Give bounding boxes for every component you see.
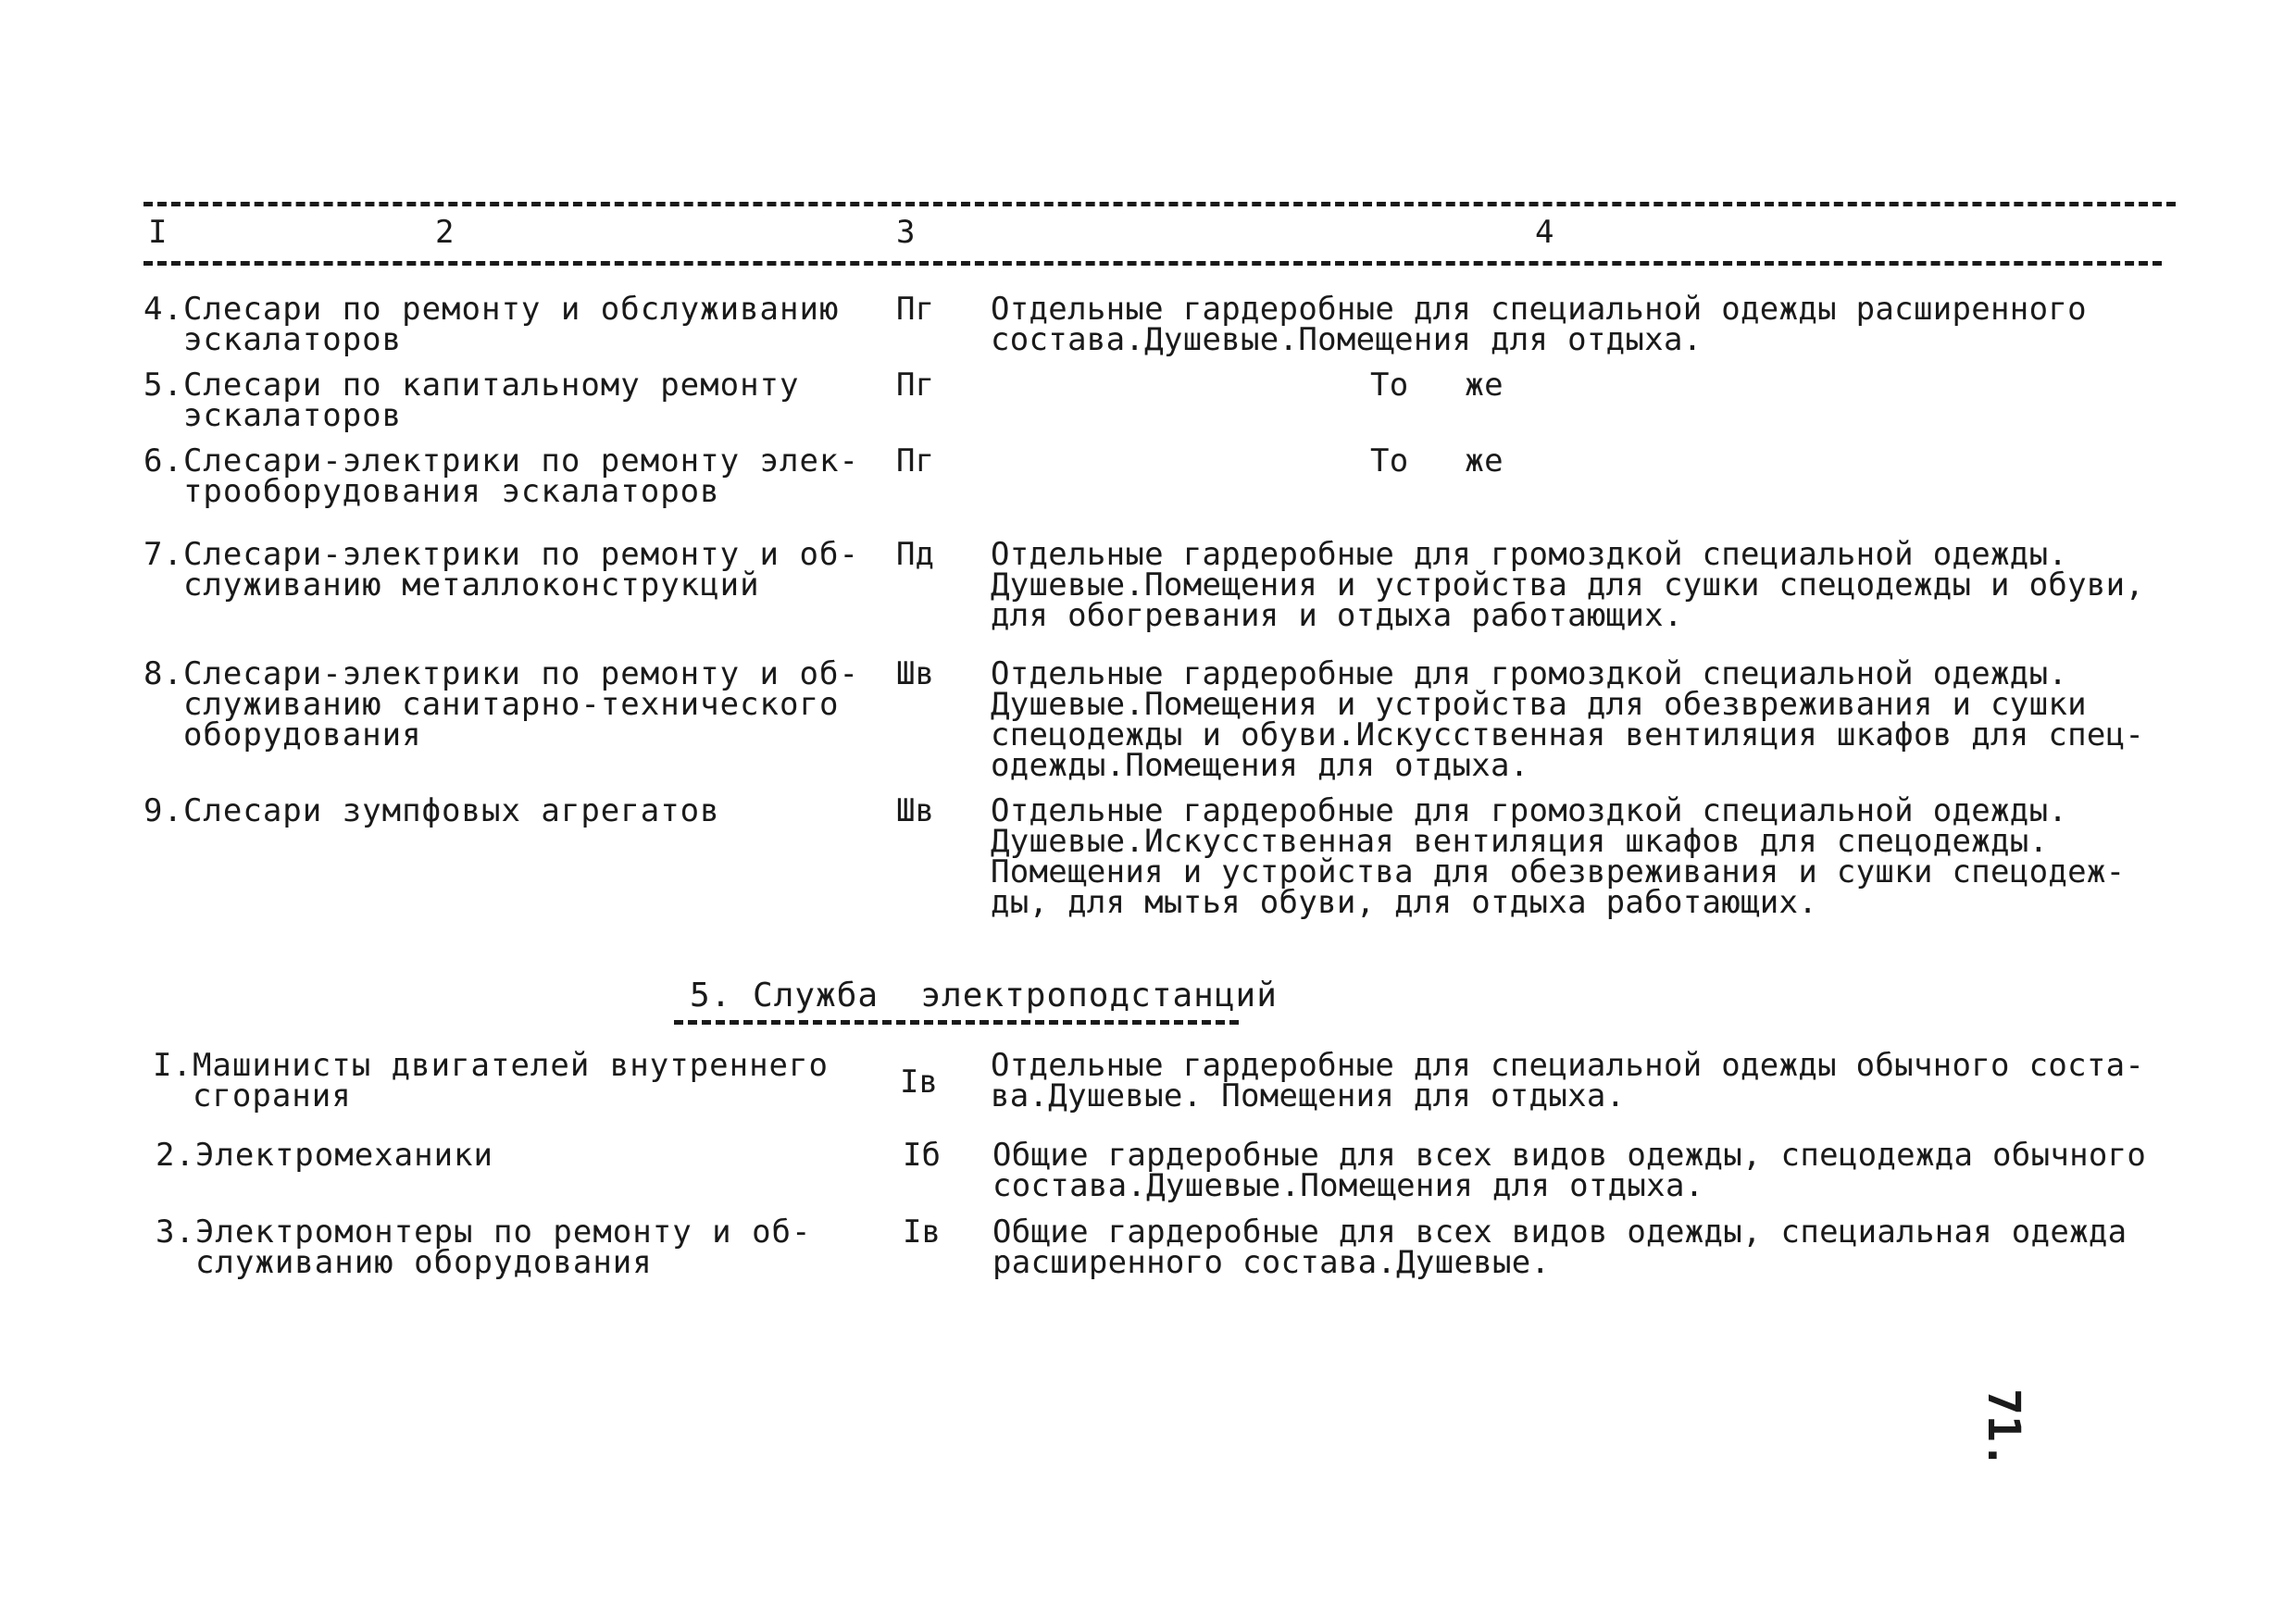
- facilities-cell: Общие гардеробные для всех видов одежды, специальная одежда расширенного состава.Душевые.: [992, 1214, 2128, 1281]
- profession-cell: 2.Электромеханики: [156, 1137, 493, 1174]
- header-col4: 4: [1535, 214, 1554, 251]
- group-cell: Шв: [896, 792, 934, 829]
- profession-cell: 5.Слесари по капитальному ремонту эскалаторов: [144, 367, 800, 434]
- profession-cell: 7.Слесари-электрики по ремонту и об- служиванию металлоконструкций: [144, 536, 859, 604]
- facilities-cell: Отдельные гардеробные для специальной одежды обычного соста- ва.Душевые. Помещения для отдыха.: [991, 1047, 2145, 1114]
- facilities-cell: Отдельные гардеробные для специальной одежды расширенного состава.Душевые.Помещения для отдыха.: [991, 291, 2087, 358]
- profession-cell: 8.Слесари-электрики по ремонту и об- служиванию санитарно-технического оборудования: [144, 655, 859, 753]
- section-title-underline: [674, 1020, 1239, 1025]
- section-title: 5. Служба электроподстанций: [690, 977, 1278, 1014]
- header-col2: 2: [435, 214, 455, 251]
- facilities-cell: Отдельные гардеробные для громоздкой специальной одежды. Душевые.Искусственная вентиляция шкафов для спецодежды. Помещения и устройства для обезвреживания и сушки спецодеж- ды, для мытья обуви, для отдыха работающих.: [991, 792, 2126, 921]
- profession-cell: I.Машинисты двигателей внутреннего сгорания: [153, 1047, 829, 1114]
- facilities-cell: Общие гардеробные для всех видов одежды, спецодежда обычного состава.Душевые.Помещения для отдыха.: [992, 1137, 2147, 1204]
- group-cell: Шв: [896, 655, 934, 692]
- group-cell: Iв: [903, 1214, 941, 1251]
- facilities-cell: То же: [1370, 442, 1504, 479]
- facilities-cell: Отдельные гардеробные для громоздкой специальной одежды. Душевые.Помещения и устройства для сушки спецодежды и обуви, для обогревания и отдыха работающих.: [991, 536, 2145, 634]
- profession-cell: 9.Слесари зумпфовых агрегатов: [144, 792, 720, 829]
- facilities-cell: Отдельные гардеробные для громоздкой специальной одежды. Душевые.Помещения и устройства для обезвреживания и сушки спецодежды и обуви.Искусственная вентиляция шкафов для спец- одежды.Помещения для отдыха.: [991, 655, 2145, 784]
- header-col1: I: [148, 214, 168, 251]
- group-cell: Пг: [896, 367, 934, 404]
- group-cell: Пг: [896, 291, 934, 328]
- group-cell: Iб: [903, 1137, 941, 1174]
- profession-cell: 3.Электромонтеры по ремонту и об- служиванию оборудования: [156, 1214, 812, 1281]
- page-number: 71.: [1978, 1388, 2029, 1469]
- profession-cell: 6.Слесари-электрики по ремонту элек- трооборудования эскалаторов: [144, 442, 859, 510]
- group-cell: Пг: [896, 442, 934, 479]
- header-top-rule: [144, 202, 2176, 206]
- facilities-cell: То же: [1370, 367, 1504, 404]
- profession-cell: 4.Слесари по ремонту и обслуживанию эскалаторов: [144, 291, 840, 358]
- header-col3: 3: [896, 214, 916, 251]
- group-cell: Пд: [896, 536, 934, 573]
- group-cell: Iв: [900, 1064, 938, 1101]
- header-bottom-rule: [144, 261, 2162, 266]
